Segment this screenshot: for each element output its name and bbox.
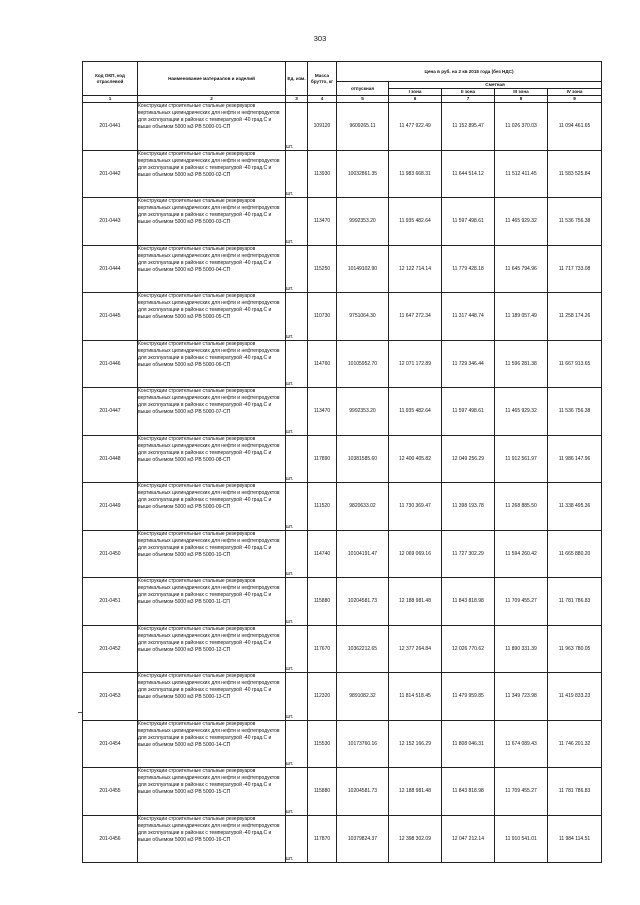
row-zone-3-price: 11 268 885.50: [495, 483, 548, 531]
row-name: Конструкции строительные стальные резервуаров вертикальных цилиндрических для нефти и нефтепродуктов для эксплуатации в районах с температурой -40 град.С и выше объемом 5000 м3 РВ 5000-06-СП: [138, 340, 286, 388]
row-zone-4-price: 11 094 461.65: [548, 103, 602, 151]
price-table: [82, 61, 602, 863]
row-name: Конструкции строительные стальные резервуаров вертикальных цилиндрических для нефти и нефтепродуктов для эксплуатации в районах с температурой -40 град.С и выше объемом 5000 м3 РВ 5000-01-СП: [138, 103, 286, 151]
row-name: Конструкции строительные стальные резервуаров вертикальных цилиндрических для нефти и нефтепродуктов для эксплуатации в районах с температурой -40 град.С и выше объемом 5000 м3 РВ 5000-16-СП: [138, 815, 286, 863]
row-code: 201-0454: [83, 720, 138, 768]
column-number: 9: [548, 96, 602, 103]
table-row: [83, 530, 602, 578]
table-row: [83, 673, 602, 721]
row-code: 201-0449: [83, 483, 138, 531]
row-code: 201-0444: [83, 245, 138, 293]
row-zone-3-price: 11 709 455.27: [495, 578, 548, 626]
column-number: 7: [442, 96, 495, 103]
row-zone-3-price: 11 465 929.32: [495, 198, 548, 246]
row-zone-2-price: 11 727 302.29: [442, 530, 495, 578]
row-name: Конструкции строительные стальные резервуаров вертикальных цилиндрических для нефти и нефтепродуктов для эксплуатации в районах с температурой -40 град.С и выше объемом 5000 м3 РВ 5000-10-СП: [138, 530, 286, 578]
row-zone-1-price: 11 935 482.64: [389, 388, 442, 436]
row-zone-2-price: 11 317 448.74: [442, 293, 495, 341]
row-code: 201-0455: [83, 768, 138, 816]
row-mass: 113470: [308, 198, 337, 246]
column-number: 8: [495, 96, 548, 103]
header-unit: Ед. изм.: [286, 62, 308, 96]
row-zone-3-price: 11 596 281.38: [495, 340, 548, 388]
row-zone-1-price: 12 398 302.09: [389, 815, 442, 863]
row-name: Конструкции строительные стальные резервуаров вертикальных цилиндрических для нефти и нефтепродуктов для эксплуатации в районах с температурой -40 град.С и выше объемом 5000 м3 РВ 5000-12-СП: [138, 625, 286, 673]
row-zone-1-price: 11 983 668.31: [389, 150, 442, 198]
row-zone-2-price: 11 779 428.18: [442, 245, 495, 293]
row-release-price: 10173760.16: [337, 720, 389, 768]
table-row: [83, 768, 602, 816]
row-mass: 117890: [308, 435, 337, 483]
row-mass: 113930: [308, 150, 337, 198]
table-row: [83, 198, 602, 246]
row-zone-1-price: 12 122 714.14: [389, 245, 442, 293]
row-release-price: 9992353.20: [337, 388, 389, 436]
row-zone-2-price: 11 597 498.61: [442, 388, 495, 436]
row-zone-3-price: 11 709 455.27: [495, 768, 548, 816]
row-zone-4-price: 11 781 786.83: [548, 578, 602, 626]
row-code: 201-0443: [83, 198, 138, 246]
row-unit: шт.: [286, 198, 308, 246]
row-mass: 115530: [308, 720, 337, 768]
row-zone-1-price: 11 935 482.64: [389, 198, 442, 246]
row-release-price: 10204581.73: [337, 768, 389, 816]
row-release-price: 10105952.70: [337, 340, 389, 388]
row-code: 201-0446: [83, 340, 138, 388]
column-number: 3: [286, 96, 308, 103]
row-zone-3-price: 11 674 089.43: [495, 720, 548, 768]
row-unit: шт.: [286, 768, 308, 816]
row-code: 201-0453: [83, 673, 138, 721]
row-unit: шт.: [286, 530, 308, 578]
row-zone-1-price: 12 188 981.48: [389, 578, 442, 626]
table-row: [83, 483, 602, 531]
table-body: [83, 103, 602, 863]
row-release-price: 9751064.30: [337, 293, 389, 341]
table-row: [83, 388, 602, 436]
column-number: 4: [308, 96, 337, 103]
row-mass: 111520: [308, 483, 337, 531]
row-zone-3-price: 11 349 723.98: [495, 673, 548, 721]
row-code: 201-0456: [83, 815, 138, 863]
row-zone-4-price: 11 746 201.32: [548, 720, 602, 768]
row-code: 201-0447: [83, 388, 138, 436]
row-mass: 114760: [308, 340, 337, 388]
row-name: Конструкции строительные стальные резервуаров вертикальных цилиндрических для нефти и нефтепродуктов для эксплуатации в районах с температурой -40 град.С и выше объемом 5000 м3 РВ 5000-03-СП: [138, 198, 286, 246]
row-zone-1-price: 11 647 272.34: [389, 293, 442, 341]
table-row: [83, 103, 602, 151]
row-release-price: 9891082.32: [337, 673, 389, 721]
row-unit: шт.: [286, 150, 308, 198]
row-zone-2-price: 11 843 818.98: [442, 578, 495, 626]
row-release-price: 10104191.47: [337, 530, 389, 578]
row-zone-3-price: 11 594 260.42: [495, 530, 548, 578]
header-zone-1: I зона: [389, 89, 442, 96]
row-unit: шт.: [286, 293, 308, 341]
row-zone-2-price: 11 808 046.31: [442, 720, 495, 768]
row-release-price: 10032861.35: [337, 150, 389, 198]
row-zone-4-price: 11 583 525.84: [548, 150, 602, 198]
header-release-price: отпускная: [337, 82, 389, 96]
row-mass: 110730: [308, 293, 337, 341]
row-zone-2-price: 12 026 770.62: [442, 625, 495, 673]
row-zone-2-price: 11 152 895.47: [442, 103, 495, 151]
row-zone-3-price: 11 912 561.97: [495, 435, 548, 483]
row-unit: шт.: [286, 720, 308, 768]
row-unit: шт.: [286, 625, 308, 673]
row-zone-2-price: 11 644 514.12: [442, 150, 495, 198]
row-name: Конструкции строительные стальные резервуаров вертикальных цилиндрических для нефти и нефтепродуктов для эксплуатации в районах с температурой -40 град.С и выше объемом 5000 м3 РВ 5000-11-СП: [138, 578, 286, 626]
row-unit: шт.: [286, 483, 308, 531]
row-zone-4-price: 11 536 756.38: [548, 388, 602, 436]
header-zone-3: III зона: [495, 89, 548, 96]
row-unit: шт.: [286, 435, 308, 483]
row-name: Конструкции строительные стальные резервуаров вертикальных цилиндрических для нефти и нефтепродуктов для эксплуатации в районах с температурой -40 град.С и выше объемом 5000 м3 РВ 5000-13-СП: [138, 673, 286, 721]
row-name: Конструкции строительные стальные резервуаров вертикальных цилиндрических для нефти и нефтепродуктов для эксплуатации в районах с температурой -40 град.С и выше объемом 5000 м3 РВ 5000-09-СП: [138, 483, 286, 531]
column-number: 6: [389, 96, 442, 103]
row-zone-2-price: 11 398 193.78: [442, 483, 495, 531]
row-mass: 114740: [308, 530, 337, 578]
row-zone-1-price: 11 814 518.45: [389, 673, 442, 721]
row-zone-2-price: 11 597 498.61: [442, 198, 495, 246]
row-zone-4-price: 11 963 780.05: [548, 625, 602, 673]
row-code: 201-0452: [83, 625, 138, 673]
row-zone-3-price: 11 026 370.03: [495, 103, 548, 151]
row-code: 201-0451: [83, 578, 138, 626]
row-release-price: 10204581.73: [337, 578, 389, 626]
table-row: [83, 293, 602, 341]
row-zone-4-price: 11 338 495.36: [548, 483, 602, 531]
row-release-price: 9609265.11: [337, 103, 389, 151]
row-unit: шт.: [286, 103, 308, 151]
row-zone-1-price: 12 188 981.48: [389, 768, 442, 816]
row-code: 201-0448: [83, 435, 138, 483]
row-unit: шт.: [286, 578, 308, 626]
header-price-group: Цена в руб. на 2 кв 2015 года (без НДС): [337, 62, 602, 82]
table-row: [83, 815, 602, 863]
row-name: Конструкции строительные стальные резервуаров вертикальных цилиндрических для нефти и нефтепродуктов для эксплуатации в районах с температурой -40 град.С и выше объемом 5000 м3 РВ 5000-02-СП: [138, 150, 286, 198]
row-zone-2-price: 12 049 256.29: [442, 435, 495, 483]
row-zone-1-price: 12 152 166.29: [389, 720, 442, 768]
table-row: [83, 578, 602, 626]
header-code: Код ОКП, код отраслевой: [83, 62, 138, 96]
row-zone-3-price: 11 910 541.01: [495, 815, 548, 863]
row-mass: 115250: [308, 245, 337, 293]
row-zone-3-price: 11 645 794.96: [495, 245, 548, 293]
row-zone-3-price: 11 890 331.39: [495, 625, 548, 673]
row-code: 201-0441: [83, 103, 138, 151]
row-name: Конструкции строительные стальные резервуаров вертикальных цилиндрических для нефти и нефтепродуктов для эксплуатации в районах с температурой -40 град.С и выше объемом 5000 м3 РВ 5000-14-СП: [138, 720, 286, 768]
row-unit: шт.: [286, 673, 308, 721]
row-unit: шт.: [286, 340, 308, 388]
row-zone-1-price: 12 400 405.82: [389, 435, 442, 483]
row-zone-4-price: 11 984 114.51: [548, 815, 602, 863]
row-zone-4-price: 11 717 733.08: [548, 245, 602, 293]
row-zone-4-price: 11 781 786.83: [548, 768, 602, 816]
row-zone-4-price: 11 536 756.38: [548, 198, 602, 246]
row-release-price: 9992353.20: [337, 198, 389, 246]
row-zone-2-price: 12 047 212.14: [442, 815, 495, 863]
row-zone-1-price: 11 730 369.47: [389, 483, 442, 531]
row-zone-2-price: 11 843 818.98: [442, 768, 495, 816]
header-estimate-price: Сметная: [389, 82, 602, 89]
row-release-price: 10381585.60: [337, 435, 389, 483]
row-zone-3-price: 11 465 929.32: [495, 388, 548, 436]
header-mass: Масса брутто, кг: [308, 62, 337, 96]
row-release-price: 10379824.37: [337, 815, 389, 863]
row-mass: 117870: [308, 815, 337, 863]
table-row: [83, 435, 602, 483]
row-unit: шт.: [286, 245, 308, 293]
row-release-price: 10149102.90: [337, 245, 389, 293]
row-mass: 115880: [308, 578, 337, 626]
row-name: Конструкции строительные стальные резервуаров вертикальных цилиндрических для нефти и нефтепродуктов для эксплуатации в районах с температурой -40 град.С и выше объемом 5000 м3 РВ 5000-15-СП: [138, 768, 286, 816]
row-mass: 115880: [308, 768, 337, 816]
row-zone-4-price: 11 258 174.26: [548, 293, 602, 341]
row-zone-2-price: 11 479 959.85: [442, 673, 495, 721]
row-code: 201-0442: [83, 150, 138, 198]
row-zone-1-price: 12 377 264.84: [389, 625, 442, 673]
row-zone-3-price: 11 189 057.49: [495, 293, 548, 341]
row-code: 201-0450: [83, 530, 138, 578]
row-name: Конструкции строительные стальные резервуаров вертикальных цилиндрических для нефти и нефтепродуктов для эксплуатации в районах с температурой -40 град.С и выше объемом 5000 м3 РВ 5000-05-СП: [138, 293, 286, 341]
header-zone-4: IV зона: [548, 89, 602, 96]
row-zone-1-price: 11 477 922.49: [389, 103, 442, 151]
row-release-price: 9820633.02: [337, 483, 389, 531]
row-zone-2-price: 11 729 346.44: [442, 340, 495, 388]
scan-artifact: [78, 712, 82, 713]
column-number: 5: [337, 96, 389, 103]
row-zone-4-price: 11 665 880.20: [548, 530, 602, 578]
row-mass: 112320: [308, 673, 337, 721]
row-mass: 113470: [308, 388, 337, 436]
header-name: Наименование материалов и изделий: [138, 62, 286, 96]
row-name: Конструкции строительные стальные резервуаров вертикальных цилиндрических для нефти и нефтепродуктов для эксплуатации в районах с температурой -40 град.С и выше объемом 5000 м3 РВ 5000-07-СП: [138, 388, 286, 436]
column-number: 1: [83, 96, 138, 103]
row-zone-1-price: 12 071 172.89: [389, 340, 442, 388]
row-zone-3-price: 11 512 411.45: [495, 150, 548, 198]
row-mass: 109120: [308, 103, 337, 151]
table-row: [83, 245, 602, 293]
row-name: Конструкции строительные стальные резервуаров вертикальных цилиндрических для нефти и нефтепродуктов для эксплуатации в районах с температурой -40 град.С и выше объемом 5000 м3 РВ 5000-08-СП: [138, 435, 286, 483]
row-release-price: 10362212.65: [337, 625, 389, 673]
row-mass: 117670: [308, 625, 337, 673]
table-row: [83, 340, 602, 388]
row-unit: шт.: [286, 815, 308, 863]
table-row: [83, 150, 602, 198]
row-zone-1-price: 12 069 069.16: [389, 530, 442, 578]
row-unit: шт.: [286, 388, 308, 436]
row-zone-4-price: 11 419 833.23: [548, 673, 602, 721]
header-zone-2: II зона: [442, 89, 495, 96]
row-code: 201-0445: [83, 293, 138, 341]
table-row: [83, 720, 602, 768]
row-zone-4-price: 11 667 913.65: [548, 340, 602, 388]
row-zone-4-price: 11 986 147.96: [548, 435, 602, 483]
table-row: [83, 625, 602, 673]
row-name: Конструкции строительные стальные резервуаров вертикальных цилиндрических для нефти и нефтепродуктов для эксплуатации в районах с температурой -40 град.С и выше объемом 5000 м3 РВ 5000-04-СП: [138, 245, 286, 293]
column-number: 2: [138, 96, 286, 103]
page-number: 303: [313, 34, 327, 43]
